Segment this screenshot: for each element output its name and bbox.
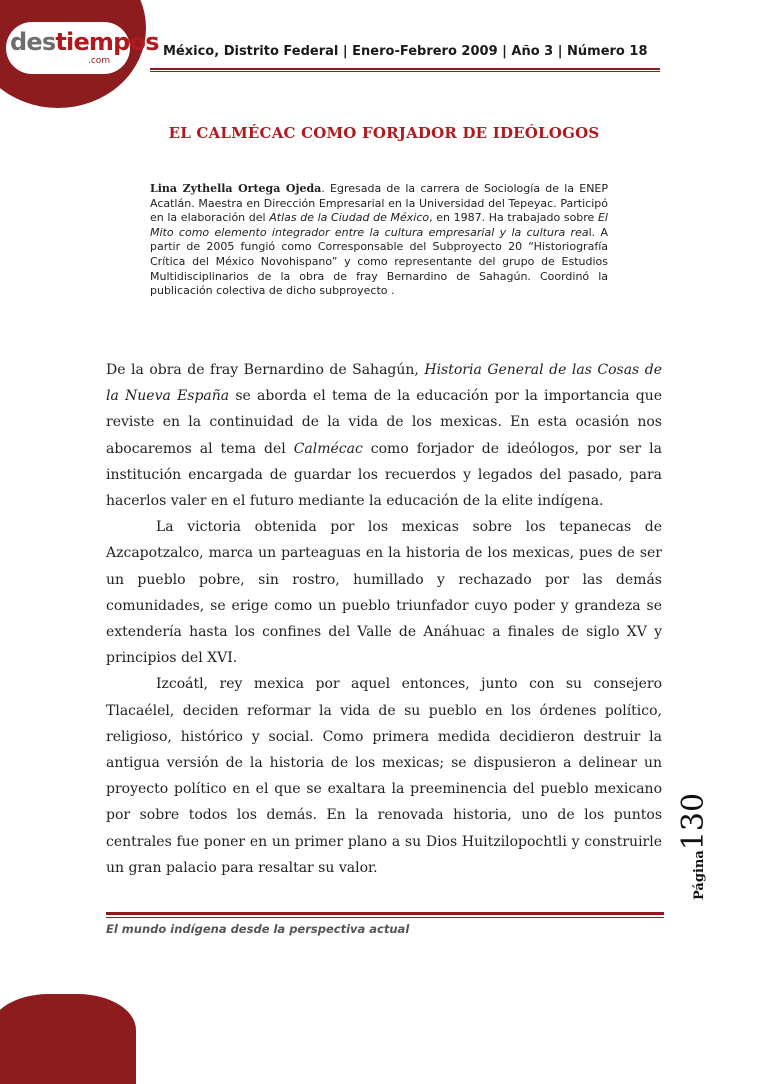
author-bio	[150, 182, 608, 299]
page-label: Página	[692, 850, 707, 900]
bio-text-3: l. A partir de 2005 fungió como Corresponsable del Subproyecto 20 “Historiografía Crítica del México Novohispano” y como representante del grupo de Estudios Multidisciplinarios de la obra de fray Bernardino de Sahagún. Coordinó la publicación colectiva de dicho subproyecto .	[150, 225, 608, 298]
next-page-logo-badge	[0, 994, 136, 1084]
header-divider	[150, 68, 660, 70]
article-body	[106, 357, 662, 881]
article-title: EL CALMÉCAC COMO FORJADOR DE IDEÓLOGOS	[168, 124, 600, 142]
paragraph-1-calmecac: Calmécac	[293, 440, 363, 457]
header-divider-thin	[150, 71, 660, 72]
logo-domain: .com	[88, 56, 111, 66]
site-logo[interactable]	[10, 28, 159, 56]
bio-text-1: . Egresada de la carrera de Sociología de la ENEP Acatlán. Maestra en Dirección Empresarial en la Universidad del Tepeyac. Participó en la elaboración del	[150, 182, 608, 225]
paragraph-1-book-title: Historia General de las Cosas de la Nueva España	[106, 362, 662, 405]
paragraph-1-text-e: como forjador de ideólogos, por ser la institución encargada de guardar los recuerdos y legados del pasado, para hacerlos valer en el futuro mediante la educación de la elite indígena.	[106, 440, 662, 510]
bio-book-title: Atlas de la Ciudad de México	[269, 211, 430, 225]
author-name: Lina Zythella Ortega Ojeda	[150, 182, 322, 195]
paragraph-1-text-c: se aborda el tema de la educación por la importancia que reviste en la continuidad de la vida de los mexicas. En esta ocasión nos abocaremos al tema del	[106, 388, 663, 457]
footer-series-title: El mundo indígena desde la perspectiva actual	[106, 922, 410, 936]
footer-divider	[106, 912, 664, 915]
paragraph-1	[106, 357, 662, 514]
bio-work-title: El Mito como elemento integrador entre la cultura empresarial y la cultura rea	[150, 211, 608, 239]
logo-text-part1: des	[10, 28, 56, 56]
bio-text-2: , en 1987. Ha trabajado sobre	[429, 211, 598, 225]
paragraph-3: Izcoátl, rey mexica por aquel entonces, junto con su consejero Tlacaélel, deciden reformar la vida de su pueblo en los órdenes político, religioso, histórico y social. Como primera medida decidieron destruir la antigua versión de la historia de los mexicas; se dispusieron a delinear un proyecto político en el que se exaltara la preeminencia del pueblo mexicano por sobre todos los demás. En la renovada historia, uno de los puntos centrales fue poner en un primer plano a su Dios Huitzilopochtli y construirle un gran palacio para resaltar su valor.	[106, 676, 662, 876]
page-number: 130	[676, 792, 711, 851]
logo-text-part2: tiempos	[55, 28, 159, 56]
page-number-tag	[676, 793, 711, 900]
issue-info: México, Distrito Federal | Enero-Febrero 2009 | Año 3 | Número 18	[163, 44, 648, 59]
paragraph-1-text-a: De la obra de fray Bernardino de Sahagún,	[106, 362, 425, 378]
footer-divider-thin	[106, 917, 664, 918]
paragraph-2: La victoria obtenida por los mexicas sobre los tepanecas de Azcapotzalco, marca un parteaguas en la historia de los mexicas, pues de ser un pueblo pobre, sin rostro, humillado y rechazado por las demás comunidades, se erige como un pueblo triunfador cuyo poder y grandeza se extendería hasta los confines del Valle de Anáhuac a finales de siglo XV y principios del XVI.	[106, 519, 662, 667]
